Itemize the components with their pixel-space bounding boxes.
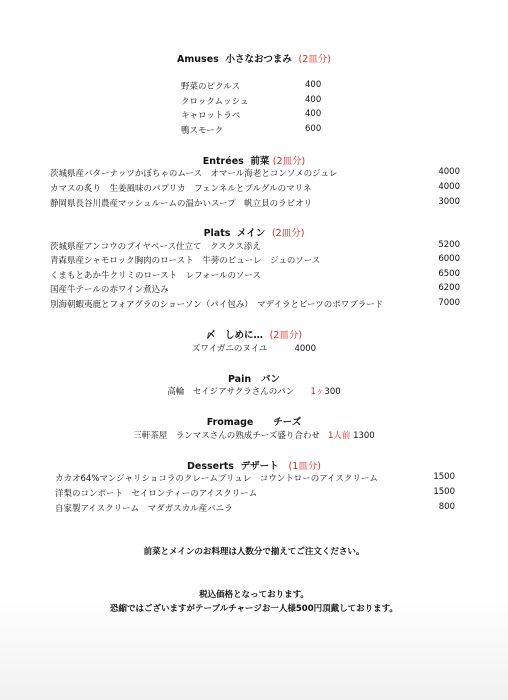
menu-item: 高輪 セイジアサクラさんのパン 1ヶ300 xyxy=(167,387,341,397)
tax-note: 税込価格となっております。 xyxy=(199,590,309,600)
menu-item: 三軒茶屋 ランマスさんの熟成チーズ盛り合わせ 1人前 1300 xyxy=(133,431,375,441)
section-title-pain: Pain パン xyxy=(227,374,281,385)
section-title-fromage: Fromage チーズ xyxy=(206,417,302,428)
section-title-amuses: Amuses 小さなおつまみ (2皿分) xyxy=(177,54,331,65)
section-title-entrees: Entrées 前菜 (2皿分) xyxy=(202,156,306,167)
section-title-plats: Plats メイン (2皿分) xyxy=(203,228,305,239)
section-title-shime: 〆 しめに… (2皿分) xyxy=(205,330,303,341)
table-charge-note: 恐縮ではございますがテーブルチャージお一人様500円頂戴しております。 xyxy=(110,604,398,614)
order-note: 前菜とメインのお料理は人数分で揃えてご注文ください。 xyxy=(143,547,365,557)
section-title-desserts: Desserts デザート (1皿分) xyxy=(186,461,321,472)
menu-item: ズワイガニのヌイユ 4000 xyxy=(191,344,317,354)
